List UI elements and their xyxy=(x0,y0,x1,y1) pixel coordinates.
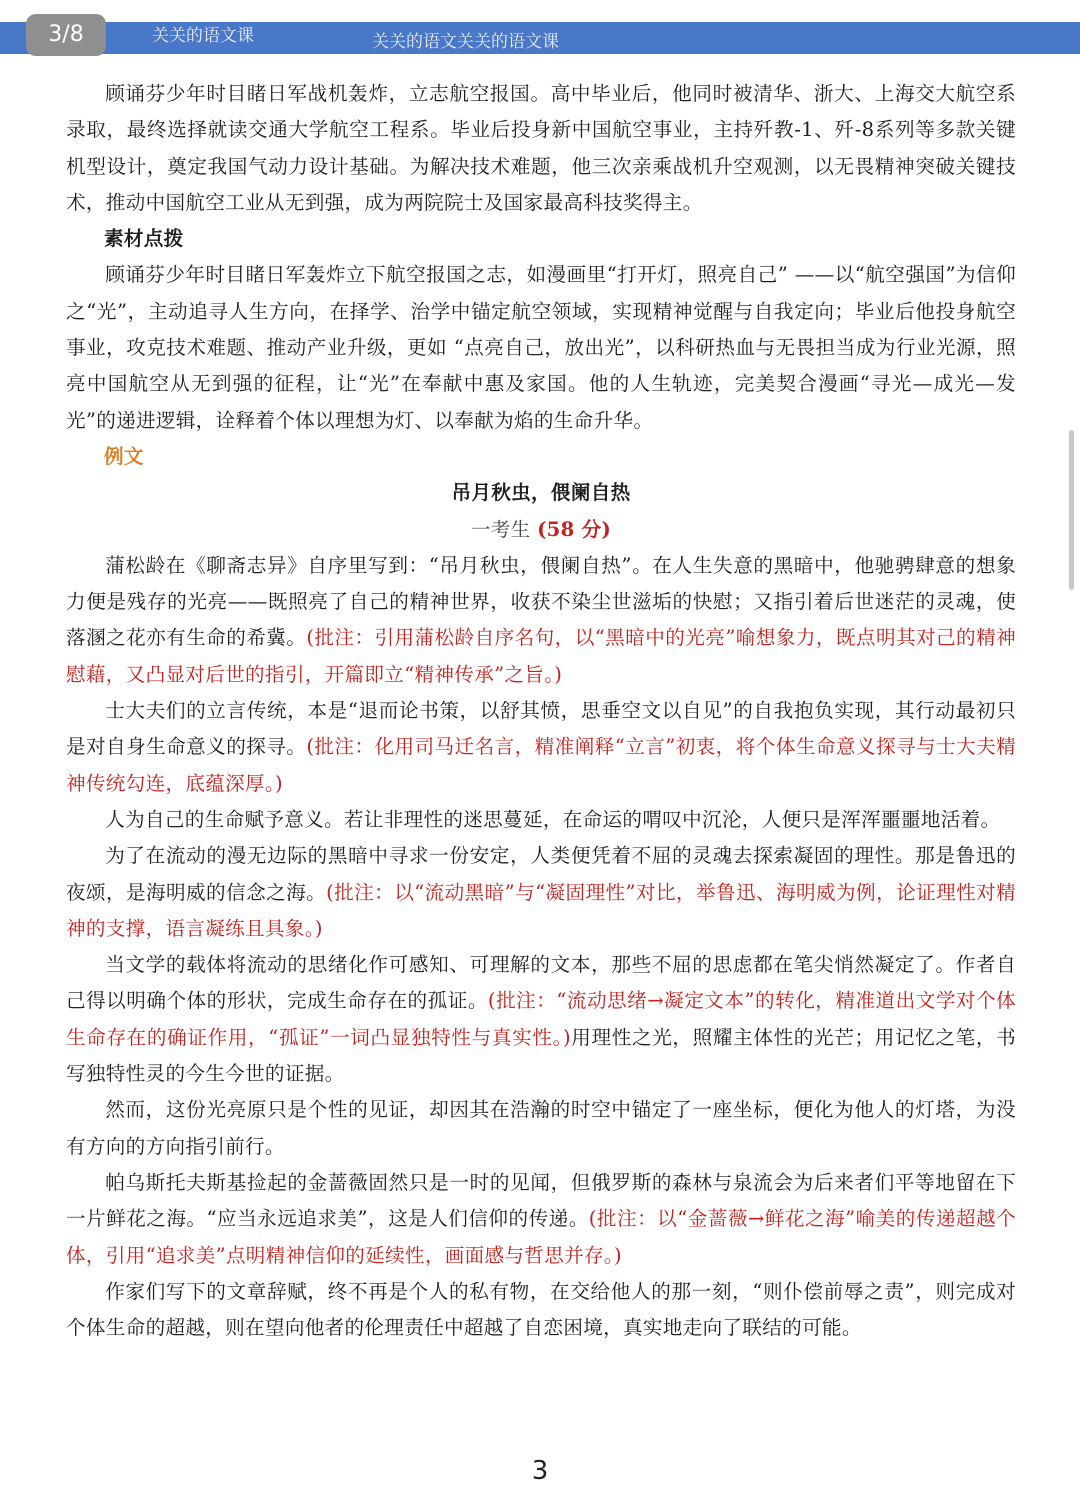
essay-title: 吊月秋虫，偎阑自热 xyxy=(451,481,631,505)
material-paragraph: 顾诵芬少年时目睹日军轰炸立下航空报国之志，如漫画里“打开灯，照亮自己” ——以“航空强国”为信仰之“光”，主动追寻人生方向，在择学、治学中锚定航空领域，实现精神觉醒与自我定向；毕业后他投身航空事业，攻克技术难题、推动产业升级，更如 “点亮自己，放出光”，以科研热血与无畏担当成为行业光源，照亮中国航空从无到强的征程，让“光”在奉献中惠及家国。他的人生轨迹，完美契合漫画“寻光—成光—发光”的递进逻辑，诠释着个体以理想为灯、以奉献为焰的生命升华。 xyxy=(66,263,1016,432)
intro-paragraph: 顾诵芬少年时目睹日军战机轰炸，立志航空报国。高中毕业后，他同时被清华、浙大、上海交大航空系录取，最终选择就读交通大学航空工程系。毕业后投身新中国航空事业，主持歼教-1、歼-8系列等多款关键机型设计，奠定我国气动力设计基础。为解决技术难题，他三次亲乘战机升空观测，以无畏精神突破关键技术，推动中国航空工业从无到强，成为两院院士及国家最高科技奖得主。 xyxy=(66,82,1016,214)
essay-score: (58 分) xyxy=(537,517,612,541)
paragraph-text: 当文学的载体将流动的思绪化作可感知、可理解的文本，那些不屈的思虑都在笔尖悄然凝定了。作者自己得以明确个体的形状，完成生命存在的孤证。 xyxy=(66,953,1016,1013)
header-watermark-left: 关关的语文课 xyxy=(152,26,254,46)
annotation: (批注：“流动思绪→凝定文本”的转化，精准道出文学对个体生命存在的确证作用，“孤证”一词凸显独特性与真实性。) xyxy=(66,989,1016,1049)
paragraph-text: 士大夫们的立言传统，本是“退而论书策，以舒其愤，思垂空文以自见”的自我抱负实现，其行动最初只是对自身生命意义的探寻。 xyxy=(66,699,1016,759)
essay-paragraph-8 xyxy=(66,1274,1016,1347)
annotation: (批注：以“流动黑暗”与“凝固理性”对比，举鲁迅、海明威为例，论证理性对精神的支撑，语言凝练且具象。) xyxy=(66,880,1017,940)
annotation: (批注：化用司马迁名言，精准阐释“立言”初衷，将个体生命意义探寻与士大夫精神传统勾连，底蕴深厚。) xyxy=(66,735,1016,795)
essay-paragraph-7 xyxy=(66,1165,1016,1274)
paragraph-text: 蒲松龄在《聊斋志异》自序里写到：“吊月秋虫，偎阑自热”。在人生失意的黑暗中，他驰骋肆意的想象力便是残存的光亮——既照亮了自己的精神世界，收获不染尘世滋垢的快慰；又指引着后世迷茫的灵魂，使落溷之花亦有生命的希冀。 xyxy=(66,553,1016,650)
paragraph-text: 然而，这份光亮原只是个性的见证，却因其在浩瀚的时空中锚定了一座坐标，便化为他人的灯塔，为没有方向的方向指引前行。 xyxy=(66,1098,1016,1158)
annotation: (批注：引用蒲松龄自序名句，以“黑暗中的光亮”喻想象力，既点明其对己的精神慰藉，又凸显对后世的指引，开篇即立“精神传承”之旨。) xyxy=(66,626,1016,686)
essay-byline xyxy=(66,512,1016,548)
material-heading: 素材点拨 xyxy=(104,227,184,251)
essay-paragraph-1 xyxy=(66,548,1016,693)
paragraph-text: 帕乌斯托夫斯基捡起的金蔷薇固然只是一时的见闻，但俄罗斯的森林与泉流会为后来者们平等地留在下一片鲜花之海。“应当永远追求美”，这是人们信仰的传递。 xyxy=(66,1170,1016,1231)
essay-paragraph-5 xyxy=(66,947,1016,1092)
paragraph-text-continued: 用理性之光，照耀主体性的光芒；用记忆之笔，书写独特性灵的今生今世的证据。 xyxy=(66,1025,1016,1086)
annotation: (批注：以“金蔷薇→鲜花之海”喻美的传递超越个体，引用“追求美”点明精神信仰的延续性，画面感与哲思并存。) xyxy=(66,1207,1016,1267)
essay-author: 一考生 xyxy=(470,517,531,541)
essay-paragraph-2 xyxy=(66,693,1016,802)
paragraph-text: 作家们写下的文章辞赋，终不再是个人的私有物，在交给他人的那一刻，“则仆偿前辱之责”，则完成对个体生命的超越，则在望向他者的伦理责任中超越了自恋困境，真实地走向了联结的可能。 xyxy=(66,1279,1016,1340)
essay-paragraph-3 xyxy=(66,802,1016,838)
paragraph-text: 为了在流动的漫无边际的黑暗中寻求一份安定，人类便凭着不屈的灵魂去探索凝固的理性。那是鲁迅的夜颂，是海明威的信念之海。 xyxy=(66,844,1016,904)
paragraph-text: 人为自己的生命赋予意义。若让非理性的迷思蔓延，在命运的喟叹中沉沦，人便只是浑浑噩噩地活着。 xyxy=(105,807,1001,831)
header-watermark-center: 关关的语文关关的语文课 xyxy=(372,32,559,52)
page-indicator[interactable]: 3/8 xyxy=(26,14,106,56)
scrollbar-thumb[interactable] xyxy=(1069,430,1074,590)
page-number: 3 xyxy=(531,1456,549,1486)
essay-paragraph-6 xyxy=(66,1092,1016,1165)
example-label: 例文 xyxy=(104,444,144,468)
essay-paragraph-4 xyxy=(66,838,1016,947)
document-content xyxy=(66,76,1016,1346)
